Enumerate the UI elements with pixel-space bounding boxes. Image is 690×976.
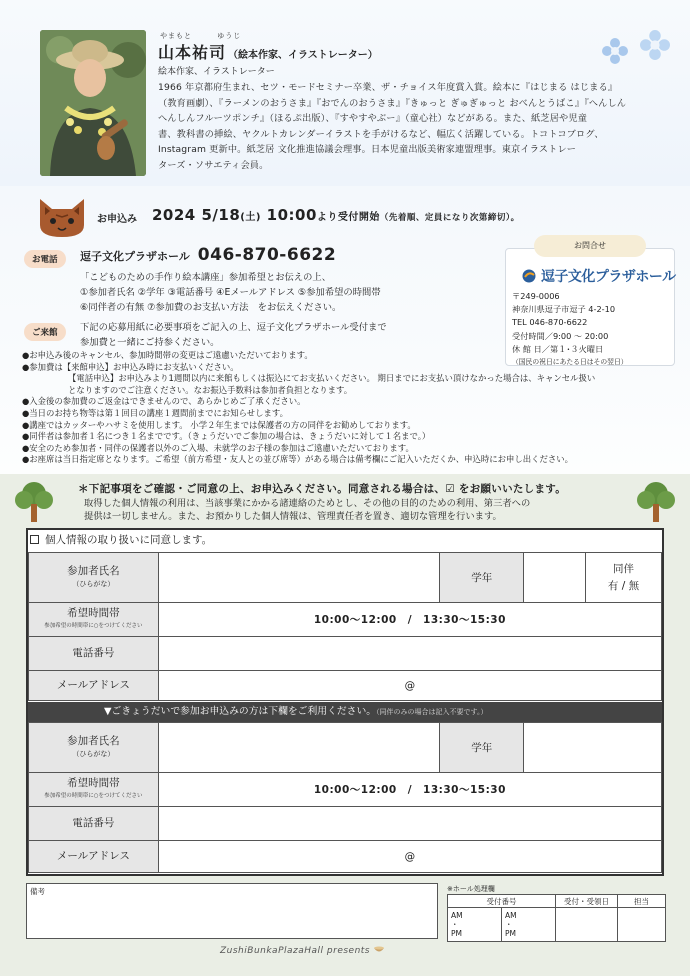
contact-line: 受付時間／9:00 ～ 20:00 — [512, 330, 609, 341]
consent-checkbox[interactable] — [30, 535, 39, 544]
flower-icon — [602, 38, 628, 64]
pm-label: PM — [505, 929, 516, 938]
phone-line: ①参加者氏名 ②学年 ③電話番号 ④Eメールアドレス ⑤参加希望の時間帯 — [80, 287, 381, 299]
hall-am-pm-cell — [502, 908, 556, 942]
phone-label: 電話番号 — [29, 807, 159, 841]
form-heading: ＊下記事項をご確認・ご同意の上、お申込みください。同意される場合は、☑ をお願いいたします。 — [78, 483, 567, 495]
participant-form-2 — [28, 722, 662, 873]
remarks-input[interactable] — [26, 883, 438, 939]
ruby-yamamoto: やまもと — [160, 32, 192, 40]
apply-label: お申込み — [97, 214, 137, 225]
am-pm-dot: ・ — [451, 920, 459, 929]
bio-line: Instagram 更新中。紙芝居 文化推進協議会理事。日本児童出版美術家連盟理事。東京イラストレー — [158, 144, 577, 156]
note-item: ●お申込み後のキャンセル、参加時間帯の変更はご遠慮いただいております。 — [22, 350, 313, 360]
apply-date: 2024 5/18 — [152, 206, 241, 224]
grade-input[interactable] — [524, 553, 586, 603]
name-input[interactable] — [158, 553, 440, 603]
companion-cell[interactable] — [586, 553, 662, 603]
phone-instructions — [80, 270, 381, 316]
hall-use-label: ※ホール処理欄 — [447, 885, 495, 893]
name-input[interactable] — [158, 723, 440, 773]
sibling-bar — [28, 702, 662, 722]
hall-header-date: 受付・受領日 — [556, 895, 618, 908]
tree-icon — [14, 480, 54, 524]
time-label-cell — [29, 773, 159, 807]
hall-am-pm-cell — [448, 908, 502, 942]
contact-line: TEL 046-870-6622 — [512, 317, 588, 328]
author-subtitle: 絵本作家、イラストレーター — [158, 67, 275, 77]
holiday-note: （国民の祝日にあたる日はその翌日） — [512, 358, 628, 367]
hall-logo-icon — [522, 269, 538, 283]
name-label-cell — [29, 723, 159, 773]
note-item: ●講座ではカッターやハサミを使用します。 小学２年生までは保護者の方の同伴をお勧めしております。 — [22, 419, 416, 430]
time-options[interactable]: 10:00～12:00 / 13:30～15:30 — [158, 773, 661, 807]
email-label: メールアドレス — [29, 841, 159, 873]
hall-staff-cell — [618, 908, 666, 942]
contact-line: 休 館 日／第１･３火曜日 — [512, 343, 604, 354]
phone-line: ⑥同伴者の有無 ⑦参加費のお支払い方法 をお伝えください。 — [80, 302, 342, 314]
bio-line: へんしんフルーツポンチ』（ほるぷ出版）、『すやすやぶー』（童心社）などがある。また、紙芝居や児童 — [158, 113, 588, 125]
privacy-line: 提供は一切しません。また、お預かりした個人情報は、管理責任者を置き、適切な管理を行います。 — [84, 511, 502, 522]
consent-label: 個人情報の取り扱いに同意します。 — [45, 534, 213, 546]
bio-line: 1966 年京都府生まれ、セツ・モードセミナー卒業、ザ・チョイス年度賞入賞。絵本に『はじまる はじまる』 — [158, 82, 618, 93]
remarks-label: 備考 — [30, 887, 45, 896]
apply-time: 10:00 — [266, 206, 317, 224]
hall-header-number: 受付番号 — [448, 895, 556, 908]
time-hint: 参加希望の時間帯に○をつけてください — [44, 792, 143, 799]
note-item: ●安全のため参加者・同伴の保護者以外のご入場、未就学のお子様の参加はご遠慮いただいております。 — [22, 442, 414, 453]
apply-suffix: より受付開始 — [316, 212, 380, 223]
note-item: ●参加費は【来館申込】お申込み時にお支払いください。 — [22, 361, 239, 372]
phone-number: 046-870-6622 — [197, 245, 337, 265]
tree-icon — [636, 480, 676, 524]
visit-instructions — [80, 320, 387, 351]
bowl-icon — [373, 944, 385, 954]
participant-form-1 — [28, 552, 662, 701]
flower-icon — [640, 30, 670, 60]
cat-icon — [36, 195, 88, 239]
footer-text: ZushiBunkaPlazaHall presents — [220, 946, 370, 956]
ruby-yuji: ゆうじ — [217, 32, 242, 40]
apply-weekday: (土) — [240, 212, 261, 223]
email-input[interactable]: @ — [158, 841, 661, 873]
name-label: 参加者氏名 — [67, 564, 120, 577]
hall-logo — [522, 266, 676, 286]
venue-name: 逗子文化プラザホール — [80, 250, 190, 263]
contact-line: 神奈川県逗子市逗子 4-2-10 — [512, 304, 616, 315]
am-label: AM — [505, 911, 517, 920]
visit-line: 参加費と一緒にご持参ください。 — [80, 337, 220, 349]
time-hint: 参加希望の時間帯に○をつけてください — [44, 622, 143, 629]
bio-line: ターズ・ソサエティ会員。 — [158, 159, 269, 171]
hall-date-cell — [556, 908, 618, 942]
author-name: 山本祐司 — [158, 43, 227, 62]
grade-label: 学年 — [440, 723, 524, 773]
note-item: ●お座席は当日指定席となります。ご希望（前方希望・友人との並び席等）がある場合は備考欄にご記入いただくか、申込時にお申し出ください。 — [22, 454, 574, 465]
note-item: 【電話申込】お申込みより1週間以内に来館もしくは振込にてお支払いください。 期日までにお支払い頂けなかった場合は、キャンセル扱い — [68, 373, 596, 384]
bio-line: （教育画劇）、『ラーメンのおうさま』『おでんのおうさま』『きゅっと ぎゅぎゅっと おべんとうばこ』『へんしん — [158, 97, 627, 109]
name-sublabel: （ひらがな） — [72, 579, 115, 588]
phone-venue-line — [80, 245, 336, 265]
am-pm-dot: ・ — [505, 920, 513, 929]
phone-line: 「こどものための手作り絵本講座」参加希望とお伝えの上、 — [80, 272, 332, 283]
note-item: ●入金後の参加費のご返金はできませんので、あらかじめご了承ください。 — [22, 396, 306, 407]
contact-line: 〒249-0006 — [512, 291, 560, 301]
phone-input[interactable] — [158, 637, 661, 671]
consent-row[interactable] — [30, 532, 212, 547]
name-sublabel: （ひらがな） — [72, 749, 115, 758]
bio-line: 書、教科書の挿絵、ヤクルトカレンダーイラストを手がけるなど、幅広く活躍している。トコトコブログ、 — [158, 128, 604, 140]
pm-label: PM — [451, 929, 462, 938]
visit-badge: ご来館 — [24, 323, 66, 341]
time-options[interactable]: 10:00～12:00 / 13:30～15:30 — [158, 603, 661, 637]
note-item: ●同伴者は参加者１名につき１名までです。（きょうだいでご参加の場合は、きょうだいに対して１名まで。） — [22, 431, 431, 442]
time-label: 希望時間帯 — [67, 776, 120, 789]
name-label-cell — [29, 553, 159, 603]
email-input[interactable]: @ — [158, 671, 661, 701]
apply-note: （先着順、定員になり次第締切）。 — [379, 213, 520, 223]
companion-options[interactable]: 有 / 無 — [607, 579, 640, 592]
hall-header-staff: 担当 — [618, 895, 666, 908]
visit-line: 下記の応募用紙に必要事項をご記入の上、逗子文化プラザホール受付まで — [80, 322, 387, 333]
author-heading — [158, 40, 378, 63]
author-role: （絵本作家、イラストレーター） — [228, 50, 378, 61]
note-item: となりますのでご注意ください。なお振込手数料は参加者負担となります。 — [68, 384, 353, 395]
time-label: 希望時間帯 — [67, 606, 120, 619]
hall-processing-table — [447, 894, 666, 942]
grade-input[interactable] — [524, 723, 662, 773]
author-photo — [40, 30, 146, 176]
footer-credit — [220, 944, 385, 956]
name-label: 参加者氏名 — [67, 734, 120, 747]
hall-logo-text: 逗子文化プラザホール — [540, 269, 676, 285]
companion-label: 同伴 — [613, 562, 635, 575]
sibling-bar-text: ▼ごきょうだいで参加お申込みの方は下欄をご利用ください。 — [104, 706, 377, 717]
email-label: メールアドレス — [29, 671, 159, 701]
privacy-statement — [84, 497, 624, 523]
phone-label: 電話番号 — [29, 637, 159, 671]
contact-title: お問合せ — [534, 235, 646, 257]
author-bio — [158, 80, 670, 174]
time-label-cell — [29, 603, 159, 637]
sibling-bar-note: （同伴のみの場合は記入不要です。） — [376, 708, 488, 716]
note-item: ●当日のお持ち物等は第１回目の講座１週間前までにお知らせします。 — [22, 407, 289, 418]
phone-badge: お電話 — [24, 250, 66, 268]
apply-start — [152, 206, 520, 224]
privacy-line: 取得した個人情報の利用は、当該事業にかかる諸連絡のためとし、その他の目的のための利用、第三者への — [84, 498, 531, 509]
grade-label: 学年 — [440, 553, 524, 603]
phone-input[interactable] — [158, 807, 661, 841]
notes-list — [22, 350, 672, 466]
am-label: AM — [451, 911, 463, 920]
